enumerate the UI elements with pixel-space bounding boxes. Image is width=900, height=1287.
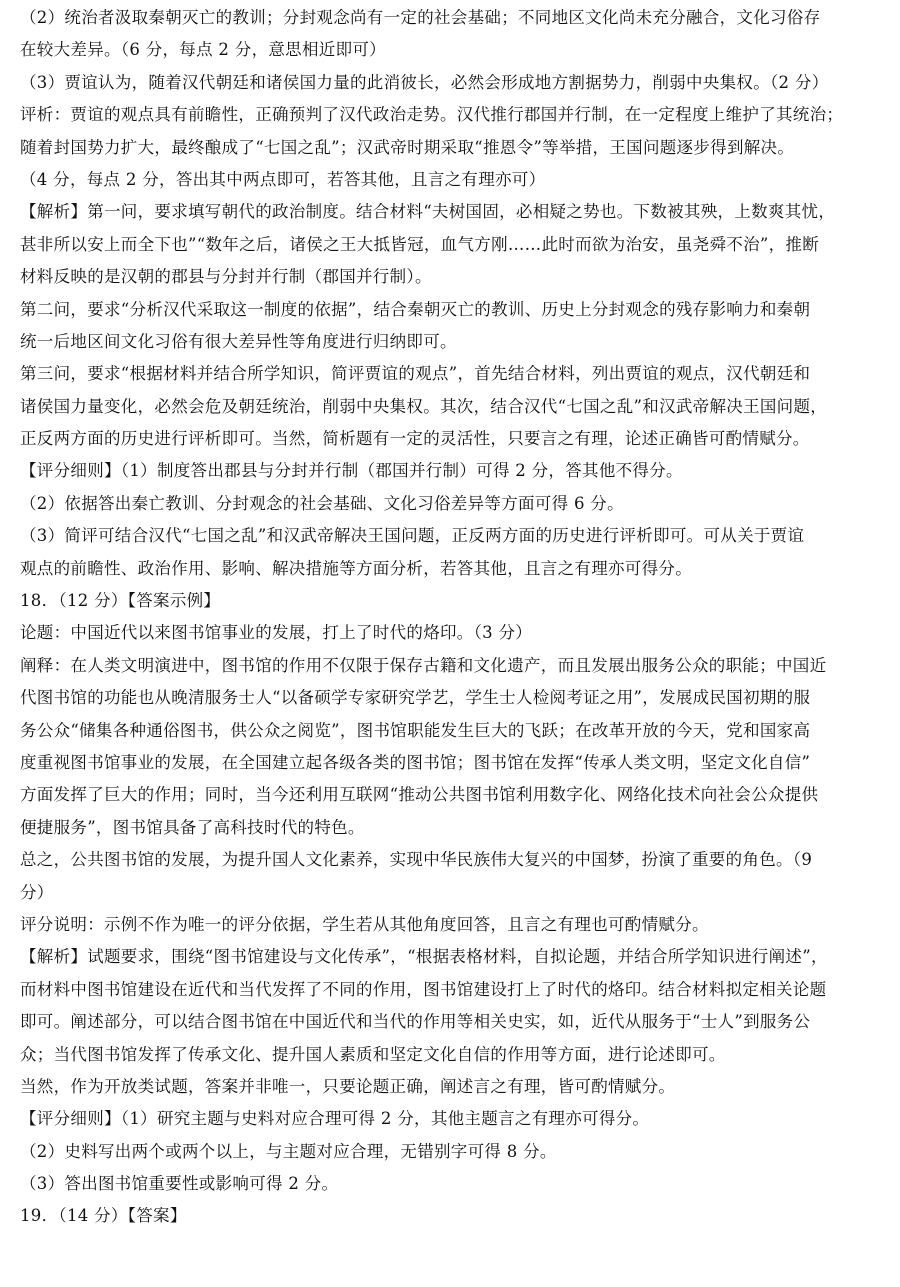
- text-line: 材料反映的是汉朝的郡县与分封并行制（郡国并行制）。: [20, 267, 432, 287]
- question-heading: 19．（14 分）【答案】: [20, 1206, 187, 1226]
- text-line: 诸侯国力量变化，必然会危及朝廷统治，削弱中央集权。其次，结合汉代“七国之乱”和汉武帝解决王国问题，: [20, 396, 828, 416]
- text-line: 【解析】第一问，要求填写朝代的政治制度。结合材料“夫树国固，必相疑之势也。下数被其殃，上数爽其忧，: [20, 202, 836, 222]
- text-line: 正反两方面的历史进行评析即可。当然，简析题有一定的灵活性，只要言之有理，论述正确皆可酌情赋分。: [20, 429, 810, 449]
- text-line: 度重视图书馆事业的发展，在全国建立起各级各类的图书馆；图书馆在发挥“传承人类文明，坚定文化自信”: [20, 752, 811, 772]
- text-line: 众；当代图书馆发挥了传承文化、提升国人素质和坚定文化自信的作用等方面，进行论述即可。: [20, 1044, 726, 1064]
- question-heading: 18．（12 分）【答案示例】: [20, 591, 221, 611]
- text-line: 代图书馆的功能也从晚清服务士人“以备硕学专家研究学艺，学生士人检阅考证之用”，发展成民国初期的服: [20, 688, 811, 708]
- text-line: 评分说明：示例不作为唯一的评分依据，学生若从其他角度回答，且言之有理也可酌情赋分。: [20, 914, 709, 934]
- text-line: 在较大差异。（6 分，每点 2 分，意思相近即可）: [20, 40, 386, 60]
- text-line: 第三问，要求“根据材料并结合所学知识，简评贾谊的观点”，首先结合材料，列出贾谊的观点，汉代朝廷和: [20, 364, 811, 384]
- text-line: 统一后地区间文化习俗有很大差异性等角度进行归纳即可。: [20, 331, 457, 351]
- text-line: （3）贾谊认为，随着汉代朝廷和诸侯国力量的此消彼长，必然会形成地方割据势力，削弱中央集权。（2 分）: [20, 72, 829, 92]
- text-line: （2）史料写出两个或两个以上，与主题对应合理，无错别字可得 8 分。: [20, 1141, 557, 1161]
- text-line: 务公众“储集各种通俗图书，供公众之阅览”，图书馆职能发生巨大的飞跃；在改革开放的今天，党和国家高: [20, 720, 811, 740]
- text-line: 而材料中图书馆建设在近代和当代发挥了不同的作用，图书馆建设打上了时代的烙印。结合材料拟定相关论题: [20, 979, 827, 999]
- text-line: 评析：贾谊的观点具有前瞻性，正确预判了汉代政治走势。汉代推行郡国并行制，在一定程度上维护了其统治；: [20, 105, 844, 125]
- text-line: 论题：中国近代以来图书馆事业的发展，打上了时代的烙印。（3 分）: [20, 623, 533, 643]
- text-line: （2）统治者汲取秦朝灭亡的教训；分封观念尚有一定的社会基础；不同地区文化尚未充分融合，文化习俗存: [20, 8, 821, 27]
- text-line: 第二问，要求“分析汉代采取这一制度的依据”，结合秦朝灭亡的教训、历史上分封观念的残存影响力和秦朝: [20, 299, 811, 319]
- text-line: 甚非所以安上而全下也”“数年之后，诸侯之王大抵皆冠，血气方刚……此时而欲为治安，虽尧舜不治”，推断: [20, 234, 820, 254]
- text-line: （3）简评可结合汉代“七国之乱”和汉武帝解决王国问题，正反两方面的历史进行评析即可。可从关于贾谊: [20, 526, 805, 546]
- text-line: 随着封国势力扩大，最终酿成了“七国之乱”；汉武帝时期采取“推恩令”等举措，王国问题逐步得到解决。: [20, 137, 795, 157]
- text-line: 当然，作为开放类试题，答案并非唯一，只要论题正确，阐述言之有理，皆可酌情赋分。: [20, 1076, 676, 1096]
- text-line: 观点的前瞻性、政治作用、影响、解决措施等方面分析，若答其他，且言之有理亦可得分。: [20, 558, 692, 578]
- text-line: 【解析】试题要求，围绕“图书馆建设与文化传承”，“根据表格材料，自拟论题，并结合所学知识进行阐述”，: [20, 947, 828, 967]
- text-line: 【评分细则】（1）研究主题与史料对应合理可得 2 分，其他主题言之有理亦可得分。: [20, 1109, 650, 1129]
- text-line: 便捷服务”，图书馆具备了高科技时代的特色。: [20, 817, 365, 837]
- text-line: 分）: [20, 882, 54, 902]
- text-line: （3）答出图书馆重要性或影响可得 2 分。: [20, 1174, 339, 1194]
- text-line: 即可。阐述部分，可以结合图书馆在中国近代和当代的作用等相关史实，如，近代从服务于“士人”到服务公: [20, 1012, 811, 1032]
- text-line: （2）依据答出秦亡教训、分封观念的社会基础、文化习俗差异等方面可得 6 分。: [20, 493, 624, 513]
- text-line: 总之，公共图书馆的发展，为提升国人文化素养，实现中华民族伟大复兴的中国梦，扮演了重要的角色。（9: [20, 850, 813, 870]
- text-line: 方面发挥了巨大的作用；同时，当今还利用互联网“推动公共图书馆利用数字化、网络化技术向社会公众提供: [20, 785, 819, 805]
- text-line: 【评分细则】（1）制度答出郡县与分封并行制（郡国并行制）可得 2 分，答其他不得分。: [20, 461, 683, 481]
- text-line: 阐释：在人类文明演进中，图书馆的作用不仅限于保存古籍和文化遗产，而且发展出服务公众的职能；中国近: [20, 655, 827, 675]
- text-line: （4 分，每点 2 分，答出其中两点即可，若答其他，且言之有理亦可）: [20, 169, 546, 189]
